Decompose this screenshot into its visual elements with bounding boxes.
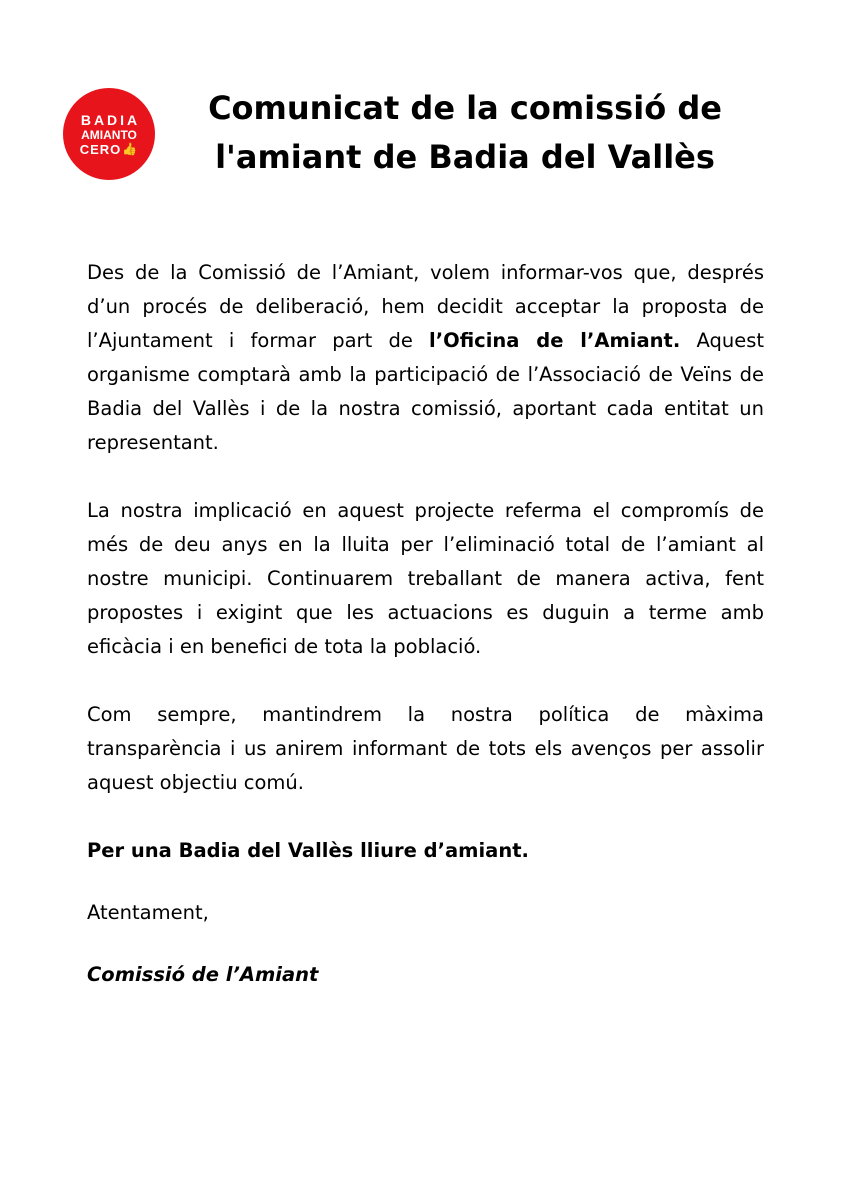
paragraph-transparency: Com sempre, mantindrem la nostra política de màxima transparència i us anirem informant de tots els avenços per assolir aquest objectiu comú.: [87, 703, 764, 794]
paragraph-1-text-end: Aquest organisme comptarà amb la participació de l’Associació de Veïns de Badia del Vallès i de la nostra comissió, aportant cada entitat un representant.: [87, 329, 764, 454]
logo-text-amianto: AMIANTO: [81, 127, 137, 142]
signature: Comissió de l’Amiant: [87, 963, 319, 986]
paragraph-1-text-start: Des de la Comissió de l’Amiant, volem informar-vos que, després d’un procés de deliberació, hem decidit acceptar la proposta de l’Ajuntament i formar part de: [87, 261, 764, 352]
logo-text-cero: CERO: [79, 141, 122, 157]
communique-body: [87, 256, 764, 1026]
slogan: Per una Badia del Vallès lliure d’amiant.: [87, 839, 529, 862]
badia-amianto-cero-logo: [63, 88, 155, 180]
logo-text-cero-row: [80, 143, 139, 156]
title-line-1: Comunicat de la comissió de: [208, 89, 722, 127]
paragraph-1-bold-office: l’Oficina de l’Amiant.: [429, 329, 681, 352]
paragraph-commitment: La nostra implicació en aquest projecte referma el compromís de més de deu anys en la lluita per l’eliminació total de l’amiant al nostre municipi. Continuarem treballant de manera activa, fent propostes i exigint que les actuacions es duguin a terme amb eficàcia i en benefici de tota la població.: [87, 499, 764, 658]
logo-text-badia: BADIA: [80, 111, 141, 128]
thumbs-up-icon: 👍: [122, 142, 139, 156]
paragraph-office-announcement: [87, 256, 764, 460]
page-title: [175, 84, 755, 182]
closing-salutation: Atentament,: [87, 901, 209, 924]
title-line-2: l'amiant de Badia del Vallès: [215, 138, 715, 176]
